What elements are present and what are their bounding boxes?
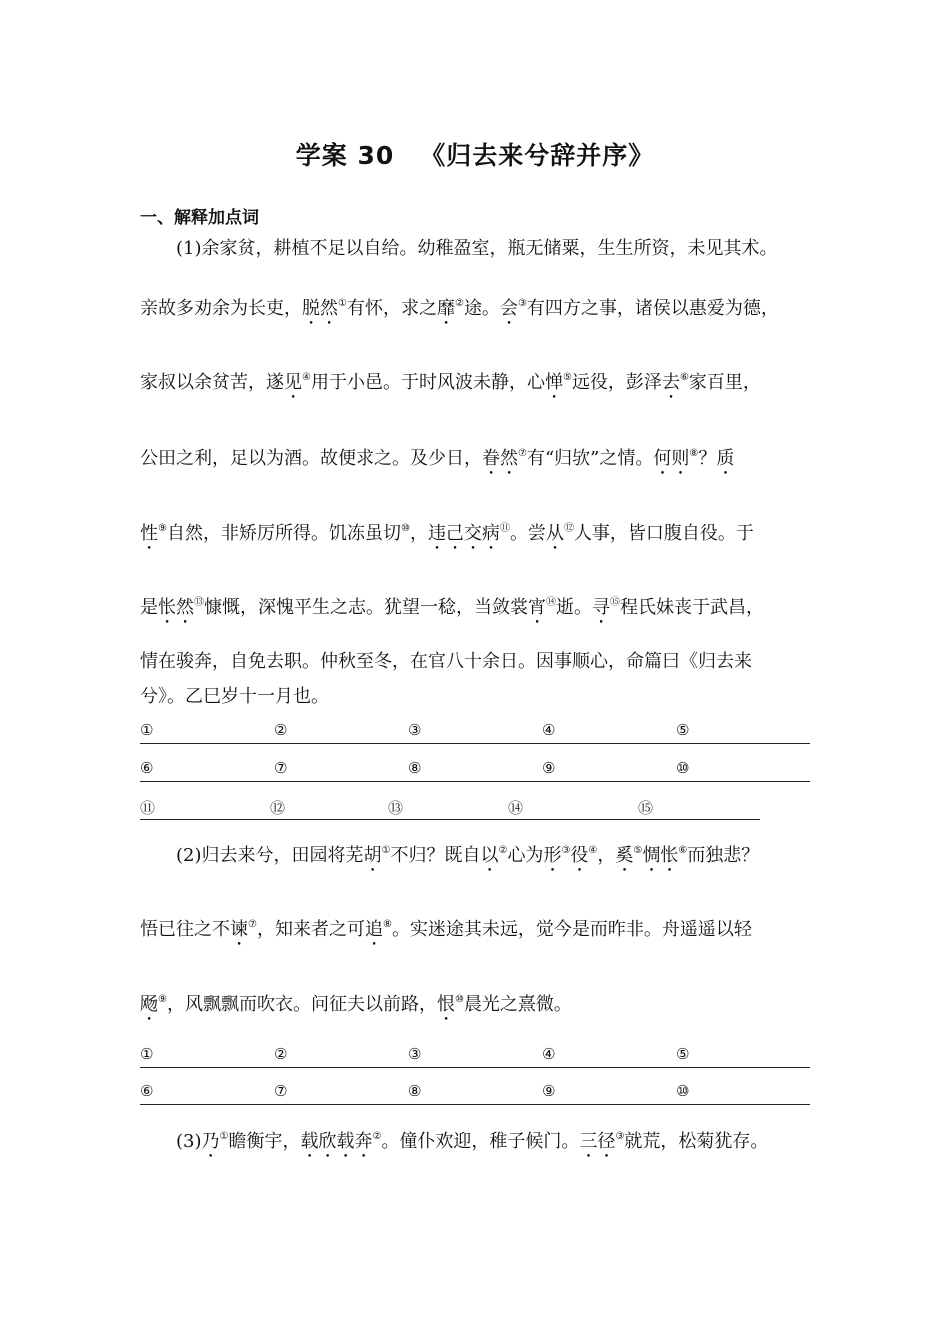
dotted-word: 违己交病 xyxy=(427,523,500,544)
dotted-word: 奚 xyxy=(615,845,634,866)
dotted-word: 会 xyxy=(499,298,518,319)
dotted-word: 三径 xyxy=(579,1131,616,1152)
page-title xyxy=(0,136,950,172)
answer-row[interactable]: ⑪ ⑫ ⑬ ⑭ ⑮ xyxy=(140,795,760,820)
p1-line-6: 是怅然⑬慷慨，深愧平生之志。犹望一稔，当敛裳宵⑭逝。寻⑮程氏妹丧于武昌， xyxy=(140,597,764,618)
p1-line-7: 情在骏奔，自免去职。仲秋至冬，在官八十余日。因事顺心，命篇曰《归去来 xyxy=(140,651,752,672)
p2-line-2: 悟已往之不谏⑦，知来者之可追⑧。实迷途其未远，觉今是而昨非。舟遥遥以轻 xyxy=(140,919,752,940)
dotted-word: 去 xyxy=(661,372,680,393)
p2-line-3: 飏⑨，风飘飘而吹衣。问征夫以前路，恨⑩晨光之熹微。 xyxy=(140,994,572,1015)
dotted-word: 胡 xyxy=(363,845,382,866)
dotted-word: 脱然 xyxy=(302,298,338,319)
answer-row[interactable]: ① ② ③ ④ ⑤ xyxy=(140,719,810,744)
p1-line-8: 兮》。乙巳岁十一月也。 xyxy=(140,686,329,707)
answer-row[interactable]: ① ② ③ ④ ⑤ xyxy=(140,1043,810,1068)
answer-row[interactable]: ⑥ ⑦ ⑧ ⑨ ⑩ xyxy=(140,757,810,782)
dotted-word: 役 xyxy=(570,845,589,866)
dotted-word: 飏 xyxy=(140,994,158,1015)
dotted-word: 恨 xyxy=(436,994,455,1015)
dotted-word: 从 xyxy=(545,523,564,544)
dotted-word: 形 xyxy=(543,845,562,866)
dotted-word: 追 xyxy=(364,919,383,940)
dotted-word: 眷然 xyxy=(482,448,518,469)
section-heading: 一、解释加点词 xyxy=(140,208,259,228)
dotted-word: 性 xyxy=(140,523,158,544)
p1-line-4: 公田之利，足以为酒。故便求之。及少日，眷然⑦有“归欤”之情。何则⑧？质 xyxy=(140,448,735,469)
p1-line-5: 性⑨自然，非矫厉所得。饥冻虽切⑩，违己交病⑪。尝从⑫人事，皆口腹自役。于 xyxy=(140,523,754,544)
dotted-word: 靡 xyxy=(436,298,455,319)
dotted-word: 乃 xyxy=(201,1131,220,1152)
p1-line-1: (1)余家贫，耕植不足以自给。幼稚盈室，瓶无储粟，生生所资，未见其术。 xyxy=(176,238,778,259)
p1-line-3: 家叔以余贫苦，遂见④用于小邑。于时风波未静，心惮⑤远役，彭泽去⑥家百里， xyxy=(140,372,761,393)
dotted-word: 以 xyxy=(480,845,499,866)
p2-line-1: (2)归去来兮，田园将芜胡①不归？既自以②心为形③役④，奚⑤惆怅⑥而独悲？ xyxy=(176,845,760,866)
answer-row[interactable]: ⑥ ⑦ ⑧ ⑨ ⑩ xyxy=(140,1080,810,1105)
dotted-word: 载欣载奔 xyxy=(300,1131,373,1152)
dotted-word: 见 xyxy=(284,372,302,393)
case-number: 学案 30 xyxy=(295,141,395,170)
dotted-word: 质 xyxy=(716,448,735,469)
dotted-word: 寻 xyxy=(592,597,610,618)
dotted-word: 惆怅 xyxy=(642,845,679,866)
dotted-word: 何则 xyxy=(653,448,690,469)
p3-line-1: (3)乃①瞻衡宇，载欣载奔②。僮仆欢迎，稚子候门。三径③就荒，松菊犹存。 xyxy=(176,1131,769,1152)
title-text: 《归去来兮辞并序》 xyxy=(420,141,655,170)
dotted-word: 怅然 xyxy=(158,597,194,618)
dotted-word: 宵 xyxy=(528,597,546,618)
p1-line-2: 亲故多劝余为长吏，脱然①有怀，求之靡②途。会③有四方之事，诸侯以惠爱为德， xyxy=(140,298,779,319)
dotted-word: 谏 xyxy=(230,919,248,940)
dotted-word: 惮 xyxy=(544,372,563,393)
